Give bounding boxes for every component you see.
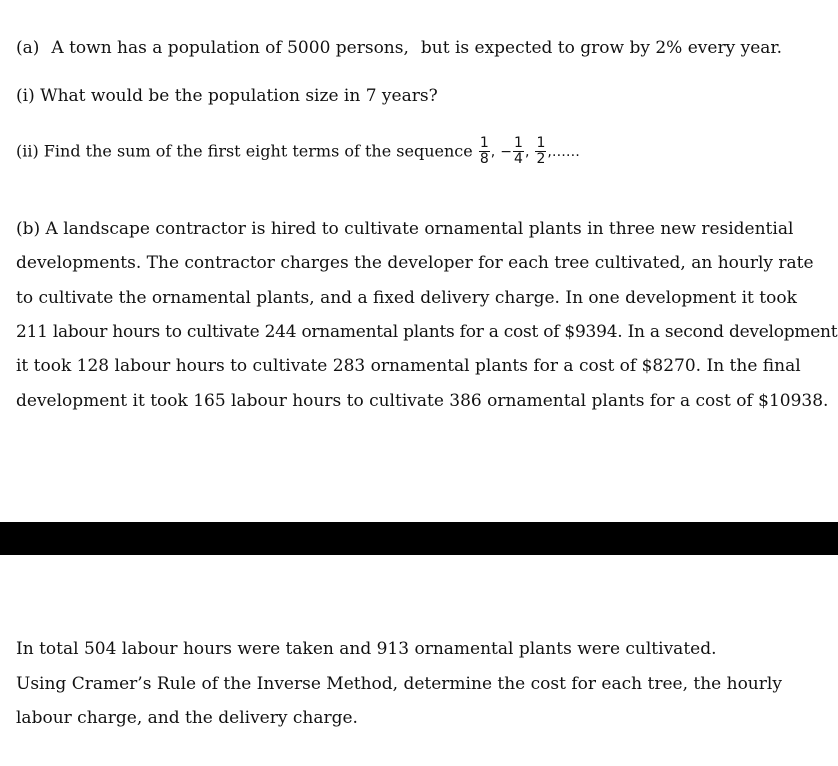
fraction-numerator: 1 (479, 135, 489, 151)
sequence-ellipsis: ,…… (547, 144, 580, 160)
question-b-line-2: developments. The contractor charges the developer for each tree cultivated, an hourly rate (16, 253, 814, 273)
question-c-line-2: Using Cramer’s Rule of the Inverse Method, determine the cost for each tree, the hourly (16, 674, 782, 694)
question-b-line-3: to cultivate the ornamental plants, and a fixed delivery charge. In one development it took (16, 288, 797, 308)
question-b-line-6: development it took 165 labour hours to cultivate 386 ornamental plants for a cost of $10938. (16, 391, 829, 411)
black-redaction-band (0, 522, 838, 555)
question-b-line-5: it took 128 labour hours to cultivate 283 ornamental plants for a cost of $8270. In the final (16, 356, 801, 376)
question-c-line-3: labour charge, and the delivery charge. (16, 708, 358, 728)
part-a-statement-1: A town has a population of 5000 persons, (51, 38, 409, 58)
fraction-numerator: 1 (536, 135, 546, 151)
fraction-numerator: 1 (514, 135, 523, 151)
question-c-line-1: In total 504 labour hours were taken and 913 ornamental plants were cultivated. (16, 639, 717, 659)
question-b-line-1: (b) A landscape contractor is hired to cultivate ornamental plants in three new residential (16, 219, 794, 239)
fraction-denominator: 8 (479, 151, 489, 167)
sequence (478, 133, 580, 170)
sequence-comma: , (524, 144, 530, 160)
sequence-term-2 (513, 136, 524, 167)
sequence-comma: , (490, 144, 496, 160)
question-a-i: (i) What would be the population size in 7 years? (16, 86, 438, 106)
question-b-line-4: 211 labour hours to cultivate 244 ornamental plants for a cost of $9394. In a second development (16, 322, 838, 342)
question-a-ii (16, 133, 580, 170)
fraction-denominator: 4 (514, 151, 523, 167)
part-a-statement-2: but is expected to grow by 2% every year. (420, 38, 783, 58)
sequence-term-1 (479, 136, 490, 167)
fraction-denominator: 2 (536, 151, 546, 167)
question-a-line (16, 37, 782, 59)
sequence-term-2-sign: − (500, 144, 513, 160)
sequence-term-3 (535, 136, 546, 167)
question-a-ii-text: (ii) Find the sum of the first eight terms of the sequence (16, 141, 473, 161)
part-a-label: (a) (16, 38, 40, 58)
